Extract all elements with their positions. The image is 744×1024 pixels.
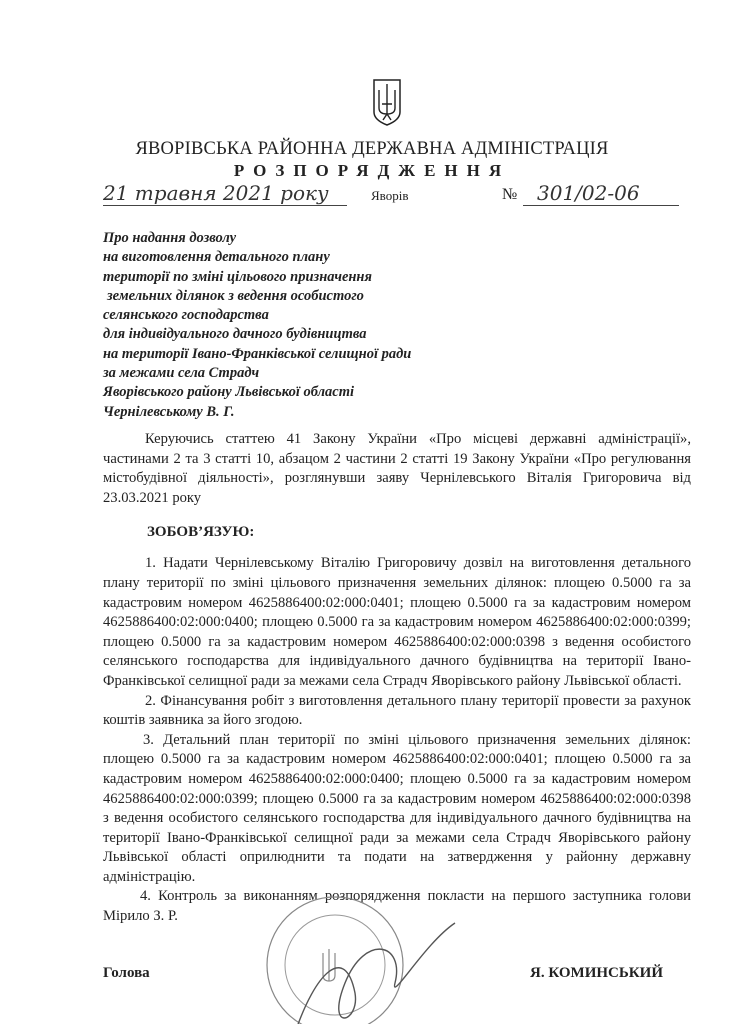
- item-2: 2. Фінансування робіт з виготовлення детального плану території провести за рахунок коштів заявника за його згодою.: [103, 692, 691, 729]
- document-date: 21 травня 2021 року: [103, 181, 347, 206]
- subject-line: Чернілевському В. Г.: [103, 403, 235, 420]
- document-body: [103, 0, 691, 1023]
- subject-line: Яворівського району Львівської області: [103, 384, 355, 401]
- subject-line: за межами села Страдч: [103, 365, 260, 382]
- subject-line: для індивідуального дачного будівництва: [103, 326, 367, 343]
- number-label: №: [502, 186, 518, 203]
- item-1: 1. Надати Чернілевському Віталію Григоровичу дозвіл на виготовлення детального плану території по зміні цільового призначення земельних ділянок: площею 0.5000 га за кадастровим номером 4625886400:02:000:0401; площею 0.5000 га за кадастровим номером 4625886400:02:000:0400; площею 0.5000 га за кадастровим номером 4625886400:02:000:0399; площею 0.5000 га за кадастровим номером 4625886400:02:000:0398 з ведення особистого селянського господарства для індивідуального дачного будівництва на території Івано-Франківської селищної ради за межами села Страдч Яворівського району Львівської області.: [103, 555, 691, 689]
- signatory-name: Я. КОМИНСЬКИЙ: [530, 964, 663, 981]
- subject-line: на території Івано-Франківської селищної ради: [103, 345, 412, 362]
- subject-line: Про надання дозволу: [103, 230, 237, 246]
- signatory-title: Голова: [103, 964, 150, 981]
- oblige-heading: ЗОБОВ’ЯЗУЮ:: [147, 524, 255, 541]
- organization-title: ЯВОРІВСЬКА РАЙОННА ДЕРЖАВНА АДМІНІСТРАЦІЯ: [135, 139, 609, 159]
- subject-line: території по зміні цільового призначення: [103, 268, 372, 285]
- document-number: 301/02-06: [523, 181, 679, 206]
- item-3: 3. Детальний план території по зміні цільового призначення земельних ділянок: площею 0.5000 га за кадастровим номером 4625886400:02:000:0401; площею 0.5000 га за кадастровим номером 4625886400:02:000:0400; площею 0.5000 га за кадастровим номером 4625886400:02:000:0399; площею 0.5000 га за кадастровим номером 4625886400:02:000:0398 з ведення особистого селянського господарства для індивідуального дачного будівництва на території Івано-Франківської селищної ради за межами села Страдч Яворівського району Львівської області оприлюднити та подати на затвердження у районну державну адміністрацію.: [103, 731, 691, 885]
- document-type: РОЗПОРЯДЖЕННЯ: [233, 161, 511, 180]
- city: Яворів: [371, 188, 409, 203]
- item-4: 4. Контроль за виконанням розпорядження покласти на першого заступника голови Мірило З. Р.: [103, 888, 691, 925]
- subject-line: селянського господарства: [103, 307, 269, 324]
- signature-row: [103, 963, 691, 1023]
- preamble: Керуючись статтею 41 Закону України «Про місцеві державні адміністрації», частинами 2 та 3 статті 10, абзацом 2 частини 2 статті 19 Закону України «Про регулювання містобудівної діяльності», розглянувши заяву Чернілевського Віталія Григоровича від 23.03.2021 року: [103, 431, 691, 506]
- subject-line: земельних ділянок з ведення особистого: [107, 287, 364, 304]
- subject-line: на виготовлення детального плану: [103, 249, 330, 266]
